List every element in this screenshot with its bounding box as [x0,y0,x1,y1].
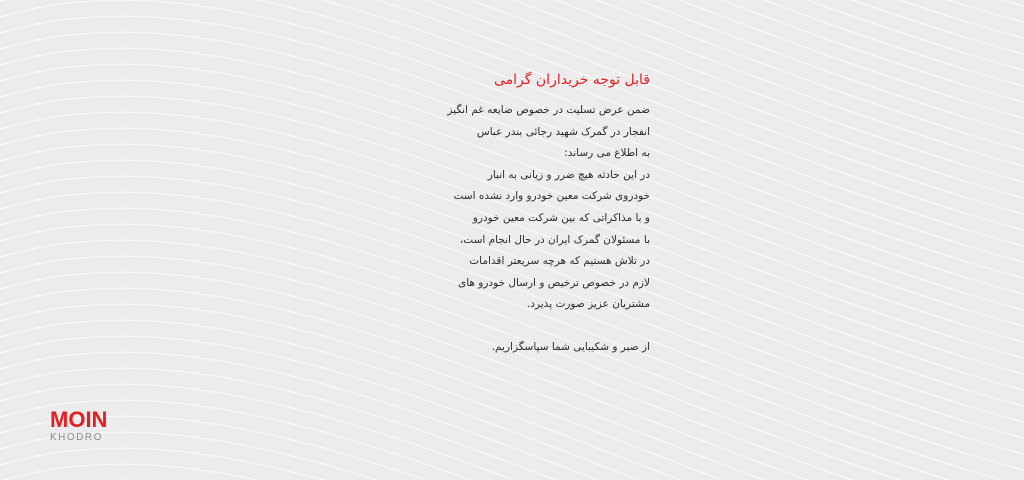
notice-body-line: ضمن عرض تسلیت در خصوص ضایعه غم انگیز [447,104,650,116]
logo-subtitle: KHODRO [50,432,103,443]
background-wave-line [0,448,1024,480]
notice-body-line: لازم در خصوص ترخیص و ارسال خودرو های [458,276,650,289]
background-wave-line [0,432,1024,480]
notice-body-line: با مسئولان گمرک ایران در حال انجام است، [459,233,650,246]
background-wave-line [0,0,1024,60]
notice-title: قابل توجه خریداران گرامی [494,72,650,88]
notice-body [447,100,650,316]
notice-panel [447,70,650,357]
background-wave-line [0,464,1024,480]
notice-body-line: به اطلاع می رساند: [564,147,650,160]
notice-body-line: انفجار در گمرک شهید رجائی بندر عباس [476,125,650,138]
notice-body-line: در این حادثه هیچ ضرر و زیانی به انبار [487,168,650,181]
notice-body-line: مشتریان عزیز صورت پذیرد. [526,298,650,311]
moin-khodro-logo [50,407,130,444]
background-wave-line [0,0,1024,28]
background-wave-line [0,352,1024,480]
background-wave-line [0,400,1024,480]
notice-body-line: و با مذاکراتی که بین شرکت معین خودرو [472,211,650,224]
notice-closing: از صبر و شکیبایی شما سپاسگزاریم. [491,340,650,353]
notice-body-line: در تلاش هستیم که هرچه سریعتر اقدامات [469,255,650,268]
notice-body-line: خودروی شرکت معین خودرو وارد نشده است [453,190,650,203]
logo-wordmark: MOIN [50,407,108,432]
